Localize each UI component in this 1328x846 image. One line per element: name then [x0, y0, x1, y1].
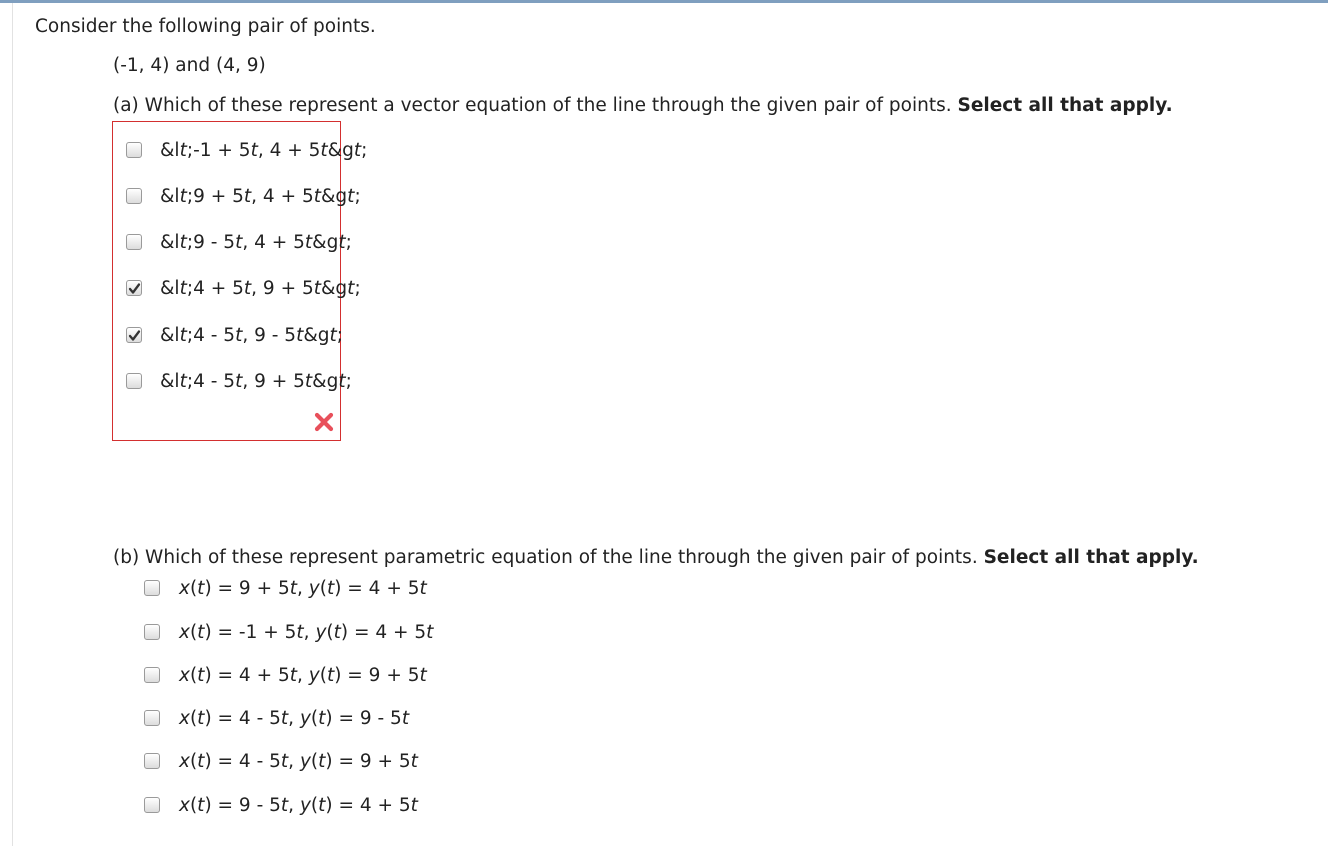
part-b-option[interactable] [144, 577, 427, 599]
part-a-option[interactable] [126, 185, 361, 207]
top-border [0, 0, 1328, 3]
part-a-option[interactable] [126, 370, 352, 392]
option-label: x(t) = 4 + 5t, y(t) = 9 + 5t [179, 664, 427, 686]
option-label: x(t) = 9 + 5t, y(t) = 4 + 5t [179, 577, 427, 599]
check-icon [128, 329, 141, 342]
option-label: &lt;4 + 5t, 9 + 5t&gt; [160, 277, 361, 299]
checkbox[interactable] [126, 142, 142, 158]
part-a-option[interactable] [126, 231, 352, 253]
checkbox[interactable] [126, 373, 142, 389]
checkbox[interactable] [144, 710, 160, 726]
option-label: x(t) = 4 - 5t, y(t) = 9 + 5t [179, 750, 418, 772]
option-label: x(t) = 4 - 5t, y(t) = 9 - 5t [179, 707, 410, 729]
option-label: &lt;9 + 5t, 4 + 5t&gt; [160, 185, 361, 207]
part-a-option[interactable] [126, 139, 367, 161]
check-icon [128, 282, 141, 295]
checkbox[interactable] [144, 753, 160, 769]
option-label: x(t) = -1 + 5t, y(t) = 4 + 5t [179, 621, 434, 643]
question-intro: Consider the following pair of points. [35, 16, 376, 37]
checkbox[interactable] [144, 580, 160, 596]
part-b-option[interactable] [144, 664, 427, 686]
part-b-option[interactable] [144, 750, 418, 772]
part-a-instruction: Select all that apply. [957, 95, 1173, 116]
option-label: &lt;9 - 5t, 4 + 5t&gt; [160, 231, 352, 253]
given-points: (-1, 4) and (4, 9) [113, 55, 266, 76]
checkbox[interactable] [126, 280, 142, 296]
part-b-option[interactable] [144, 794, 418, 816]
incorrect-x-icon [313, 411, 335, 433]
part-a-option[interactable] [126, 277, 361, 299]
left-border [12, 3, 13, 846]
option-label: &lt;4 - 5t, 9 + 5t&gt; [160, 370, 352, 392]
checkbox[interactable] [126, 188, 142, 204]
checkbox[interactable] [144, 667, 160, 683]
part-b-option[interactable] [144, 621, 433, 643]
checkbox[interactable] [144, 624, 160, 640]
part-b-prompt [113, 547, 1199, 569]
option-label: &lt;-1 + 5t, 4 + 5t&gt; [160, 139, 368, 161]
part-a-prompt [113, 95, 1173, 117]
checkbox[interactable] [144, 797, 160, 813]
part-b-option[interactable] [144, 707, 409, 729]
part-a-prompt-text: (a) Which of these represent a vector equation of the line through the given pair of points. [113, 95, 952, 116]
option-label: &lt;4 - 5t, 9 - 5t&gt; [160, 324, 344, 346]
part-a-option[interactable] [126, 324, 343, 346]
checkbox[interactable] [126, 234, 142, 250]
option-label: x(t) = 9 - 5t, y(t) = 4 + 5t [179, 794, 418, 816]
part-b-prompt-text: (b) Which of these represent parametric equation of the line through the given pair of points. [113, 547, 978, 568]
checkbox[interactable] [126, 327, 142, 343]
part-b-instruction: Select all that apply. [983, 547, 1199, 568]
